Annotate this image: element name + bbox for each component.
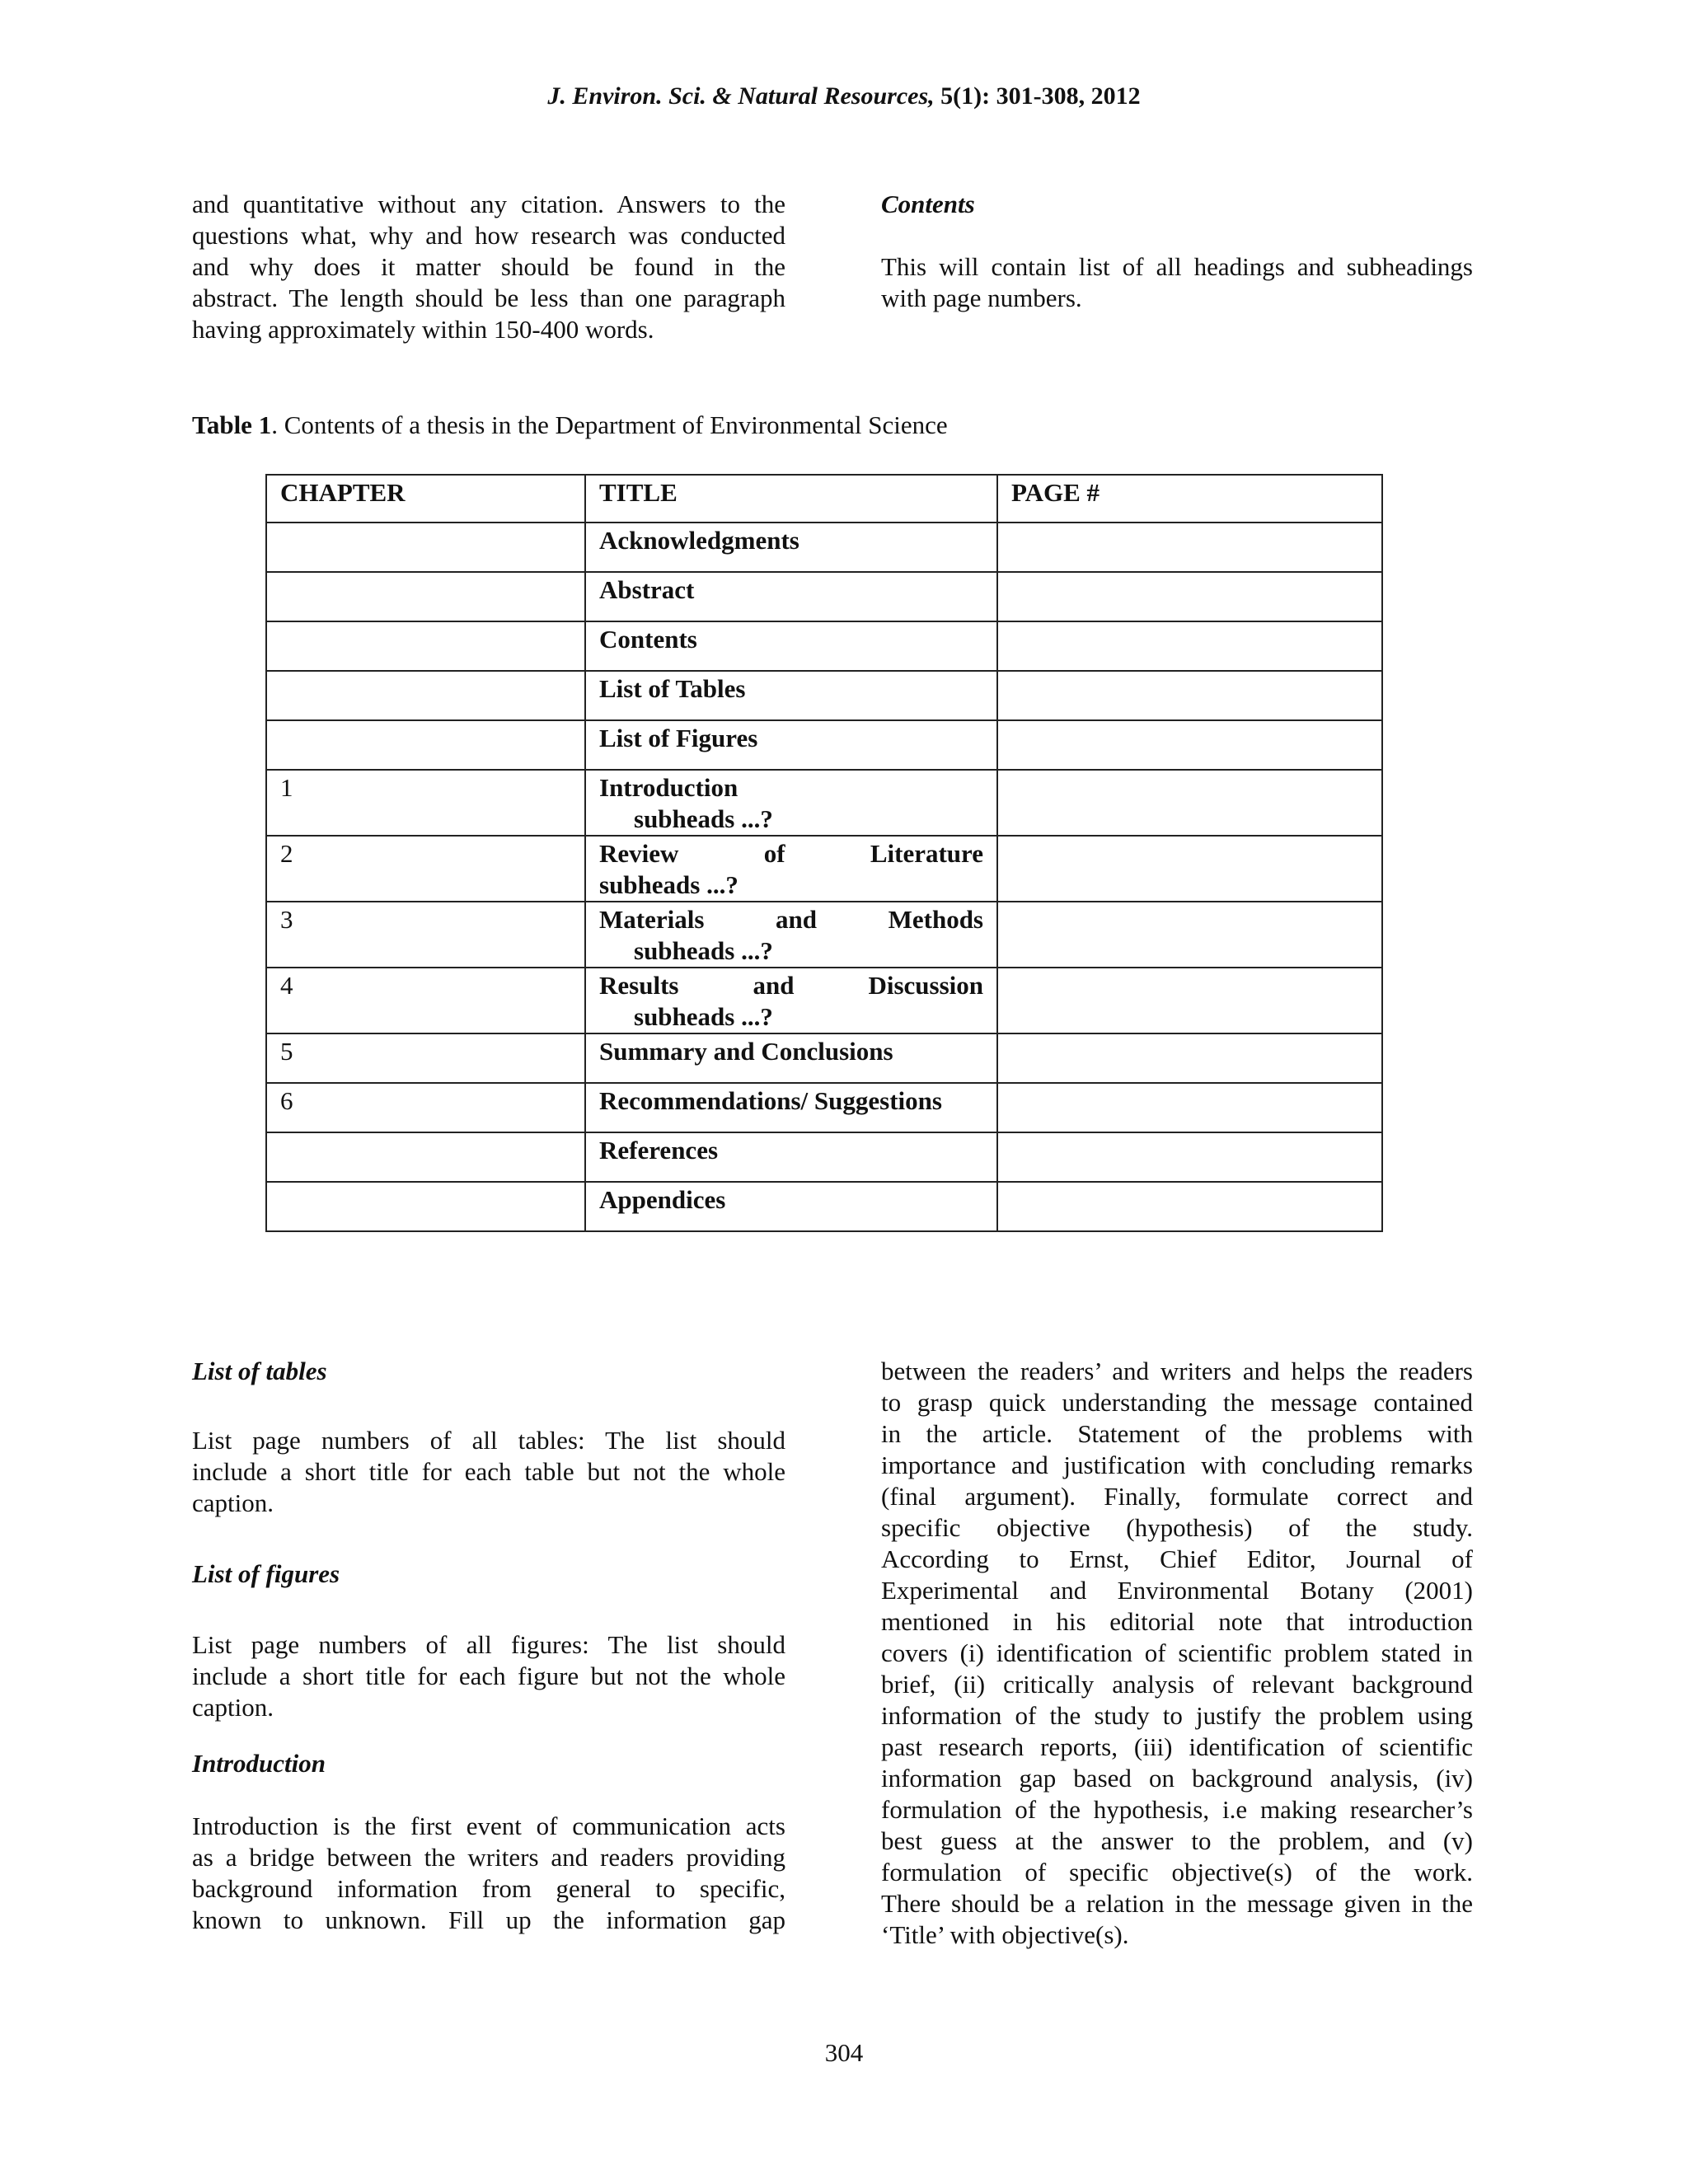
running-head bbox=[0, 82, 1688, 110]
text-line: best guess at the answer to the problem, and (v) bbox=[881, 1826, 1473, 1855]
text-line: caption. bbox=[192, 1693, 274, 1722]
cell-page bbox=[997, 1132, 1382, 1182]
cell-page bbox=[997, 671, 1382, 720]
cell-title: List of Figures bbox=[585, 720, 997, 770]
table-row bbox=[266, 621, 1382, 671]
text-line: in the article. Statement of the problems with bbox=[881, 1419, 1473, 1448]
text-line: mentioned in his editorial note that introduction bbox=[881, 1607, 1473, 1636]
text-line: past research reports, (iii) identification of scientific bbox=[881, 1732, 1473, 1761]
cell-page bbox=[997, 770, 1382, 836]
text-line: There should be a relation in the message given in the bbox=[881, 1889, 1473, 1918]
cell-subheads: subheads ...? bbox=[634, 936, 773, 965]
cell-title bbox=[585, 770, 997, 836]
table-row bbox=[266, 1083, 1382, 1132]
cell-page bbox=[997, 1083, 1382, 1132]
text-line: as a bridge between the writers and readers providing bbox=[192, 1843, 785, 1872]
text-line: covers (i) identification of scientific problem stated in bbox=[881, 1638, 1473, 1667]
text-line: with page numbers. bbox=[881, 284, 1082, 312]
table-row bbox=[266, 572, 1382, 621]
cell-title: List of Tables bbox=[585, 671, 997, 720]
cell-title bbox=[585, 968, 997, 1033]
introduction-heading: Introduction bbox=[192, 1749, 326, 1778]
text-line: List page numbers of all figures: The list should bbox=[192, 1630, 785, 1659]
text-line: (final argument). Finally, formulate correct and bbox=[881, 1482, 1473, 1511]
table-row bbox=[266, 1182, 1382, 1231]
text-line: According to Ernst, Chief Editor, Journal of bbox=[881, 1544, 1473, 1573]
header-page: PAGE # bbox=[997, 475, 1382, 523]
cell-title-main: Introduction bbox=[599, 773, 738, 802]
top-left-column bbox=[192, 189, 785, 345]
table-row bbox=[266, 1132, 1382, 1182]
text-line: Introduction is the first event of communication acts bbox=[192, 1811, 785, 1840]
text-line: specific objective (hypothesis) of the study. bbox=[881, 1513, 1473, 1542]
table-header-row bbox=[266, 475, 1382, 523]
cell-page bbox=[997, 1182, 1382, 1231]
cell-subheads: subheads ...? bbox=[634, 804, 773, 833]
cell-title bbox=[585, 902, 997, 968]
text-line: and quantitative without any citation. Answers to the bbox=[192, 190, 785, 218]
text-line: to grasp quick understanding the message contained bbox=[881, 1388, 1473, 1417]
contents-heading: Contents bbox=[881, 190, 975, 218]
cell-chapter: 1 bbox=[266, 770, 585, 836]
table-caption bbox=[192, 410, 948, 441]
text-line: List page numbers of all tables: The list should bbox=[192, 1426, 785, 1455]
bottom-right-column bbox=[881, 1356, 1473, 1951]
text-line: background information from general to specific, bbox=[192, 1874, 785, 1903]
cell-chapter bbox=[266, 1132, 585, 1182]
text-line: information of the study to justify the problem using bbox=[881, 1701, 1473, 1730]
text-line: and why does it matter should be found in the bbox=[192, 252, 785, 281]
cell-title: Summary and Conclusions bbox=[585, 1033, 997, 1083]
cell-page bbox=[997, 572, 1382, 621]
cell-chapter bbox=[266, 572, 585, 621]
text-line: This will contain list of all headings and subheadings bbox=[881, 252, 1473, 281]
cell-page bbox=[997, 968, 1382, 1033]
text-line: known to unknown. Fill up the information gap bbox=[192, 1905, 785, 1934]
cell-page bbox=[997, 720, 1382, 770]
cell-title: Acknowledgments bbox=[585, 523, 997, 572]
text-line: Experimental and Environmental Botany (2001) bbox=[881, 1576, 1473, 1605]
table-row bbox=[266, 836, 1382, 902]
text-line: formulation of specific objective(s) of the work. bbox=[881, 1858, 1473, 1886]
contents-table bbox=[265, 474, 1383, 1232]
header-chapter: CHAPTER bbox=[266, 475, 585, 523]
cell-chapter bbox=[266, 671, 585, 720]
text-line: brief, (ii) critically analysis of relevant background bbox=[881, 1670, 1473, 1699]
cell-page bbox=[997, 1033, 1382, 1083]
cell-title: Abstract bbox=[585, 572, 997, 621]
journal-name: J. Environ. Sci. & Natural Resources, bbox=[547, 82, 935, 110]
text-line: ‘Title’ with objective(s). bbox=[881, 1920, 1129, 1949]
text-line: abstract. The length should be less than one paragraph bbox=[192, 284, 785, 312]
cell-chapter: 3 bbox=[266, 902, 585, 968]
cell-title-main: Review of Literature bbox=[599, 839, 983, 868]
cell-chapter bbox=[266, 720, 585, 770]
cell-page bbox=[997, 836, 1382, 902]
table-caption-label: Table 1 bbox=[192, 410, 272, 439]
table-row bbox=[266, 902, 1382, 968]
text-line: caption. bbox=[192, 1488, 274, 1517]
cell-chapter: 6 bbox=[266, 1083, 585, 1132]
table-row bbox=[266, 720, 1382, 770]
cell-chapter bbox=[266, 621, 585, 671]
table-row bbox=[266, 671, 1382, 720]
table-row bbox=[266, 1033, 1382, 1083]
text-line: questions what, why and how research was conducted bbox=[192, 221, 785, 250]
cell-title: Appendices bbox=[585, 1182, 997, 1231]
list-of-tables-heading: List of tables bbox=[192, 1357, 327, 1385]
cell-chapter bbox=[266, 523, 585, 572]
text-line: include a short title for each table but not the whole bbox=[192, 1457, 785, 1486]
table-row bbox=[266, 770, 1382, 836]
cell-chapter bbox=[266, 1182, 585, 1231]
cell-subheads: subheads ...? bbox=[599, 870, 738, 899]
table-row bbox=[266, 968, 1382, 1033]
bottom-left-column bbox=[192, 1356, 785, 1936]
text-line: having approximately within 150-400 words. bbox=[192, 315, 654, 344]
cell-title: Contents bbox=[585, 621, 997, 671]
cell-chapter: 4 bbox=[266, 968, 585, 1033]
cell-title: References bbox=[585, 1132, 997, 1182]
text-line: formulation of the hypothesis, i.e making researcher’s bbox=[881, 1795, 1473, 1824]
text-line: between the readers’ and writers and helps the readers bbox=[881, 1357, 1473, 1385]
cell-chapter: 5 bbox=[266, 1033, 585, 1083]
text-line: information gap based on background analysis, (iv) bbox=[881, 1764, 1473, 1793]
cell-subheads: subheads ...? bbox=[634, 1002, 773, 1031]
cell-title: Recommendations/ Suggestions bbox=[585, 1083, 997, 1132]
table-caption-text: . Contents of a thesis in the Department of Environmental Science bbox=[271, 410, 948, 439]
top-right-column bbox=[881, 189, 1473, 314]
header-title: TITLE bbox=[585, 475, 997, 523]
cell-title-main: Materials and Methods bbox=[599, 905, 983, 934]
cell-page bbox=[997, 902, 1382, 968]
cell-page bbox=[997, 523, 1382, 572]
text-line: importance and justification with concluding remarks bbox=[881, 1451, 1473, 1479]
page-number: 304 bbox=[824, 2038, 864, 2067]
cell-title bbox=[585, 836, 997, 902]
cell-title-main: Results and Discussion bbox=[599, 971, 983, 1000]
cell-page bbox=[997, 621, 1382, 671]
table-row bbox=[266, 523, 1382, 572]
list-of-figures-heading: List of figures bbox=[192, 1559, 340, 1588]
cell-chapter: 2 bbox=[266, 836, 585, 902]
journal-issue: 5(1): 301-308, 2012 bbox=[934, 82, 1141, 110]
text-line: include a short title for each figure but not the whole bbox=[192, 1661, 785, 1690]
